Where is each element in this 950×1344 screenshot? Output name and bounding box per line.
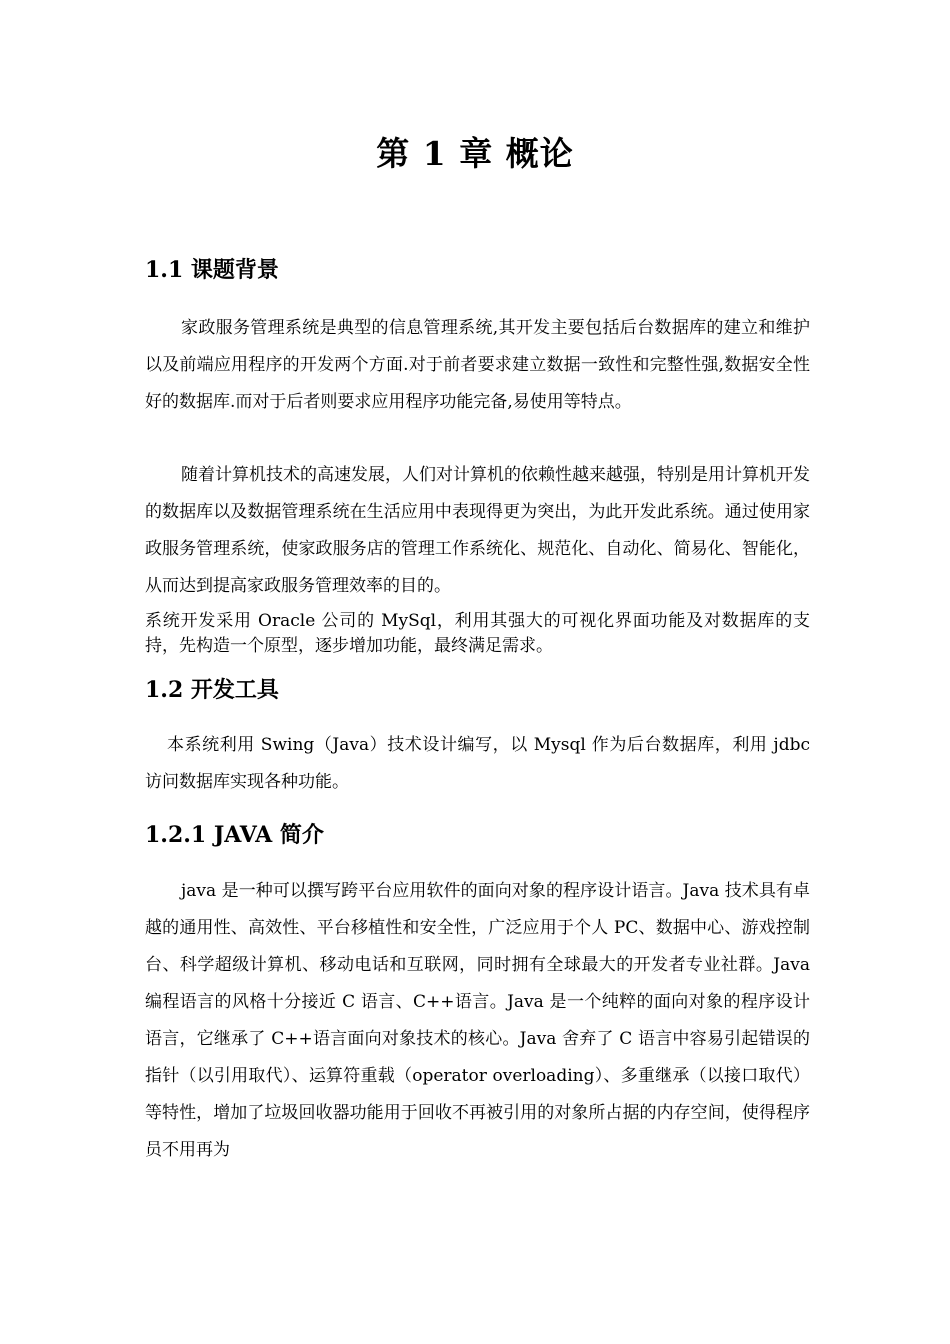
section-heading-1-2-1: 1.2.1 JAVA 简介 — [145, 822, 324, 848]
chapter-title: 第 1 章 概论 — [376, 134, 574, 173]
paragraph-background-3: 系统开发采用 Oracle 公司的 MySql，利用其强大的可视化界面功能及对数据库的支持，先构造一个原型，逐步增加功能，最终满足需求。 — [145, 611, 810, 656]
paragraph-java-intro: java 是一种可以撰写跨平台应用软件的面向对象的程序设计语言。Java 技术具有卓越的通用性、高效性、平台移植性和安全性，广泛应用于个人 PC、数据中心、游戏控制台、科学超级计算机、移动电话和互联网，同时拥有全球最大的开发者专业社群。Java 编程语言的风格十分接近 C 语言、C++语言。Java 是一个纯粹的面向对象的程序设计语言，它继承了 C++语言面向对象技术的核心。Java 舍弃了 C 语言中容易引起错误的指针（以引用取代）、运算符重载（operator overloading）、多重继承（以接口取代）等特性，增加了垃圾回收器功能用于回收不再被引用的对象所占据的内存空间，使得程序员不用再为 — [145, 881, 810, 1160]
paragraph-background-1: 家政服务管理系统是典型的信息管理系统,其开发主要包括后台数据库的建立和维护以及前端应用程序的开发两个方面.对于前者要求建立数据一致性和完整性强,数据安全性好的数据库.而对于后者则要求应用程序功能完备,易使用等特点。 — [145, 318, 810, 412]
paragraph-dev-tools: 本系统利用 Swing（Java）技术设计编写，以 Mysql 作为后台数据库，利用 jdbc 访问数据库实现各种功能。 — [145, 735, 810, 792]
section-heading-1-1: 1.1 课题背景 — [145, 257, 279, 283]
paragraph-background-2: 随着计算机技术的高速发展，人们对计算机的依赖性越来越强，特别是用计算机开发的数据库以及数据管理系统在生活应用中表现得更为突出，为此开发此系统。通过使用家政服务管理系统，使家政服务店的管理工作系统化、规范化、自动化、简易化、智能化，从而达到提高家政服务管理效率的目的。 — [145, 465, 810, 596]
section-heading-1-2: 1.2 开发工具 — [145, 677, 279, 703]
